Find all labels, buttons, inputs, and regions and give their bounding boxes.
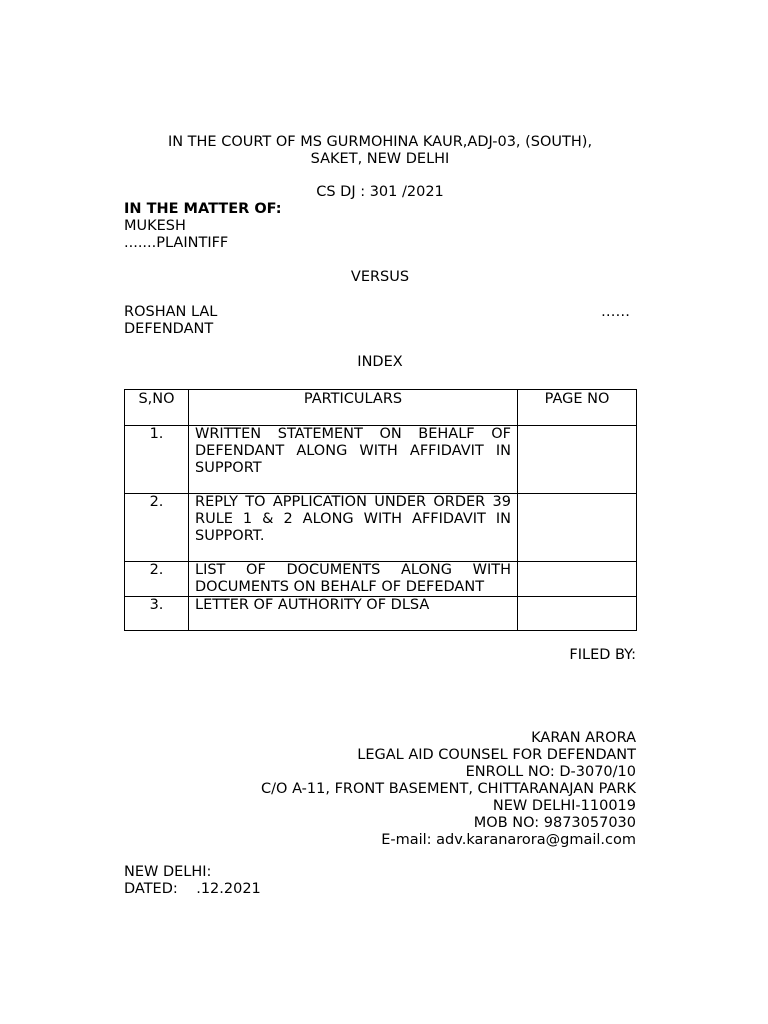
counsel-designation: LEGAL AID COUNSEL FOR DEFENDANT — [357, 747, 636, 763]
cell-particulars: LETTER OF AUTHORITY OF DLSA — [189, 597, 518, 631]
cell-page-no — [518, 597, 637, 631]
cell-page-no — [518, 494, 637, 562]
court-line-2: SAKET, NEW DELHI — [310, 151, 450, 167]
counsel-address-line-2: NEW DELHI-110019 — [492, 798, 636, 814]
matter-heading: IN THE MATTER OF: — [124, 201, 282, 217]
cell-particulars: WRITTEN STATEMENT ON BEHALF OF DEFENDANT ALONG WITH AFFIDAVIT IN SUPPORT — [189, 426, 518, 494]
table-row — [125, 494, 637, 562]
counsel-name: KARAN ARORA — [531, 730, 636, 746]
plaintiff-name: MUKESH — [124, 218, 186, 234]
counsel-mobile: MOB NO: 9873057030 — [473, 815, 636, 831]
case-number: CS DJ : 301 /2021 — [316, 184, 444, 200]
defendant-role: DEFENDANT — [124, 321, 214, 337]
counsel-block — [124, 730, 636, 849]
counsel-enroll-no: ENROLL NO: D-3070/10 — [465, 764, 636, 780]
cell-page-no — [518, 562, 637, 597]
versus-label: VERSUS — [350, 269, 410, 285]
table-row — [125, 426, 637, 494]
filed-by-label: FILED BY: — [569, 647, 636, 663]
cell-sno: 1. — [125, 426, 189, 494]
plaintiff-role: .......PLAINTIFF — [124, 235, 229, 251]
column-header-particulars: PARTICULARS — [189, 390, 518, 426]
table-row — [125, 562, 637, 597]
index-header-row — [125, 390, 637, 426]
defendant-name: ROSHAN LAL — [124, 304, 218, 320]
dated-label: DATED: .12.2021 — [124, 881, 261, 897]
cell-sno: 3. — [125, 597, 189, 631]
court-line-1: IN THE COURT OF MS GURMOHINA KAUR,ADJ-03, (SOUTH), — [167, 134, 593, 150]
cell-particulars: REPLY TO APPLICATION UNDER ORDER 39 RULE 1 & 2 ALONG WITH AFFIDAVIT IN SUPPORT. — [189, 494, 518, 562]
column-header-sno: S,NO — [125, 390, 189, 426]
counsel-address-line-1: C/O A-11, FRONT BASEMENT, CHITTARANAJAN PARK — [261, 781, 636, 797]
index-title: INDEX — [357, 354, 403, 370]
court-heading — [124, 134, 636, 168]
defendant-dots: …… — [601, 304, 630, 320]
cell-particulars: LIST OF DOCUMENTS ALONG WITH DOCUMENTS ON BEHALF OF DEFEDANT — [189, 562, 518, 597]
column-header-page-no: PAGE NO — [518, 390, 637, 426]
cell-page-no — [518, 426, 637, 494]
cell-sno: 2. — [125, 562, 189, 597]
cell-sno: 2. — [125, 494, 189, 562]
index-table — [124, 389, 637, 631]
place-label: NEW DELHI: — [124, 864, 212, 880]
table-row — [125, 597, 637, 631]
counsel-email: E-mail: adv.karanarora@gmail.com — [381, 832, 636, 848]
